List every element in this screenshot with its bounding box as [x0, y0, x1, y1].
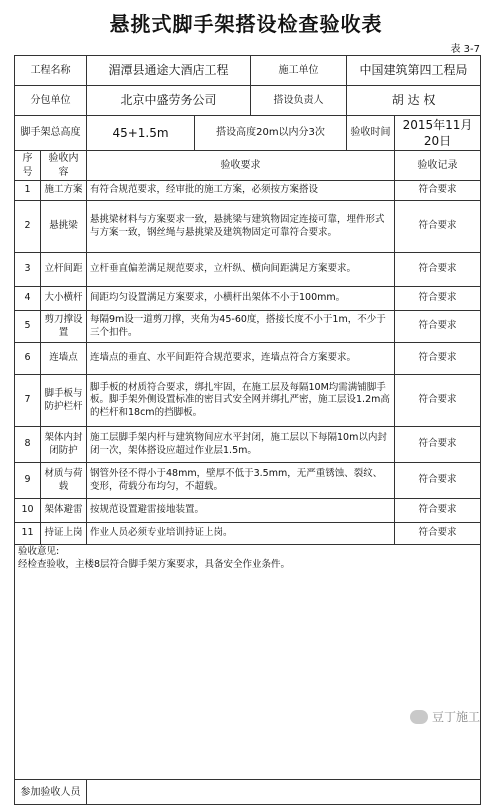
row-item: 悬挑梁 — [41, 201, 87, 253]
row-number: 2 — [15, 201, 41, 253]
acceptance-table — [14, 55, 481, 805]
row-record: 符合要求 — [395, 499, 481, 523]
row-requirement: 悬挑梁材料与方案要求一致，悬挑梁与建筑物固定连接可靠，埋件形式与方案一致，钢丝绳与悬挑梁及建筑物固定可靠符合要求。 — [87, 201, 395, 253]
wechat-icon — [410, 710, 428, 724]
watermark — [410, 708, 480, 725]
signature-field — [87, 780, 481, 805]
signature-label: 参加验收人员 — [15, 780, 87, 805]
table-row — [15, 523, 481, 545]
opinion-text: 经检查验收，主楼8层符合脚手架方案要求，具备安全作业条件。 — [18, 559, 291, 571]
row-record: 符合要求 — [395, 287, 481, 311]
row-item: 持证上岗 — [41, 523, 87, 545]
row-number: 11 — [15, 523, 41, 545]
table-row — [15, 499, 481, 523]
row-number: 10 — [15, 499, 41, 523]
row-requirement: 施工层脚手架内杆与建筑物间应水平封闭，施工层以下每隔10m以内封闭一次，架体搭设应超过作业层1.5m。 — [87, 427, 395, 463]
table-row — [15, 201, 481, 253]
row-number: 4 — [15, 287, 41, 311]
row-number: 7 — [15, 375, 41, 427]
erection-leader-label: 搭设负责人 — [251, 86, 347, 116]
row-requirement: 按规范设置避雷接地装置。 — [87, 499, 395, 523]
table-row — [15, 287, 481, 311]
column-header-requirement: 验收要求 — [87, 151, 395, 181]
row-item: 剪刀撑设置 — [41, 311, 87, 343]
column-header-record: 验收记录 — [395, 151, 481, 181]
table-row — [15, 463, 481, 499]
row-record: 符合要求 — [395, 311, 481, 343]
total-height-label: 脚手架总高度 — [15, 116, 87, 151]
row-record: 符合要求 — [395, 253, 481, 287]
project-name-value: 湄潭县通途大酒店工程 — [87, 56, 251, 86]
table-row — [15, 375, 481, 427]
row-number: 6 — [15, 343, 41, 375]
row-requirement: 立杆垂直偏差满足规范要求，立杆纵、横向间距满足方案要求。 — [87, 253, 395, 287]
row-record: 符合要求 — [395, 463, 481, 499]
row-number: 5 — [15, 311, 41, 343]
row-item: 大小横杆 — [41, 287, 87, 311]
form-title: 悬挑式脚手架搭设检查验收表 — [109, 12, 383, 36]
row-record: 符合要求 — [395, 375, 481, 427]
row-number: 8 — [15, 427, 41, 463]
table-number: 表 3-7 — [450, 44, 480, 55]
row-record: 符合要求 — [395, 343, 481, 375]
row-item: 施工方案 — [41, 181, 87, 201]
construction-unit-label: 施工单位 — [251, 56, 347, 86]
acceptance-time-label: 验收时间 — [347, 116, 395, 151]
table-row — [15, 311, 481, 343]
row-record: 符合要求 — [395, 181, 481, 201]
row-item: 材质与荷载 — [41, 463, 87, 499]
total-height-value: 45+1.5m — [87, 116, 195, 151]
table-row — [15, 181, 481, 201]
column-header-no: 序号 — [15, 151, 41, 181]
subcontractor-label: 分包单位 — [15, 86, 87, 116]
row-record: 符合要求 — [395, 427, 481, 463]
row-item: 架体避雷 — [41, 499, 87, 523]
table-row — [15, 253, 481, 287]
opinion-label: 验收意见: — [18, 546, 60, 558]
row-item: 架体内封闭防护 — [41, 427, 87, 463]
table-row — [15, 343, 481, 375]
watermark-text: 豆丁施工 — [431, 710, 480, 724]
row-number: 9 — [15, 463, 41, 499]
row-requirement: 连墙点的垂直、水平间距符合规范要求，连墙点符合方案要求。 — [87, 343, 395, 375]
erection-height-label: 搭设高度20m以内分3次 — [195, 116, 347, 151]
row-requirement: 有符合规范要求，经审批的施工方案，必须按方案搭设 — [87, 181, 395, 201]
row-item: 连墙点 — [41, 343, 87, 375]
row-requirement: 每隔9m设一道剪刀撑，夹角为45-60度，搭接长度不小于1m，不少于三个扣件。 — [87, 311, 395, 343]
row-requirement: 作业人员必须专业培训持证上岗。 — [87, 523, 395, 545]
row-requirement: 脚手板的材质符合要求，绑扎牢固，在施工层及每隔10M均需满铺脚手板。脚手架外侧设置标准的密目式安全网并绑扎严密，施工层设1.2m高的栏杆和18cm的挡脚板。 — [87, 375, 395, 427]
project-name-label: 工程名称 — [15, 56, 87, 86]
row-requirement: 间距均匀设置满足方案要求，小横杆出架体不小于100mm。 — [87, 287, 395, 311]
construction-unit-value: 中国建筑第四工程局 — [347, 56, 481, 86]
acceptance-time-value: 2015年11月20日 — [395, 116, 481, 151]
row-item: 立杆间距 — [41, 253, 87, 287]
row-number: 1 — [15, 181, 41, 201]
column-header-content: 验收内容 — [41, 151, 87, 181]
subcontractor-value: 北京中盛劳务公司 — [87, 86, 251, 116]
row-record: 符合要求 — [395, 201, 481, 253]
acceptance-opinion — [15, 545, 481, 780]
row-number: 3 — [15, 253, 41, 287]
table-row — [15, 427, 481, 463]
erection-leader-value: 胡 达 权 — [347, 86, 481, 116]
row-record: 符合要求 — [395, 523, 481, 545]
row-requirement: 钢管外径不得小于48mm，壁厚不低于3.5mm，无严重锈蚀、裂纹、变形，荷载分布均匀，不超载。 — [87, 463, 395, 499]
row-item: 脚手板与防护栏杆 — [41, 375, 87, 427]
